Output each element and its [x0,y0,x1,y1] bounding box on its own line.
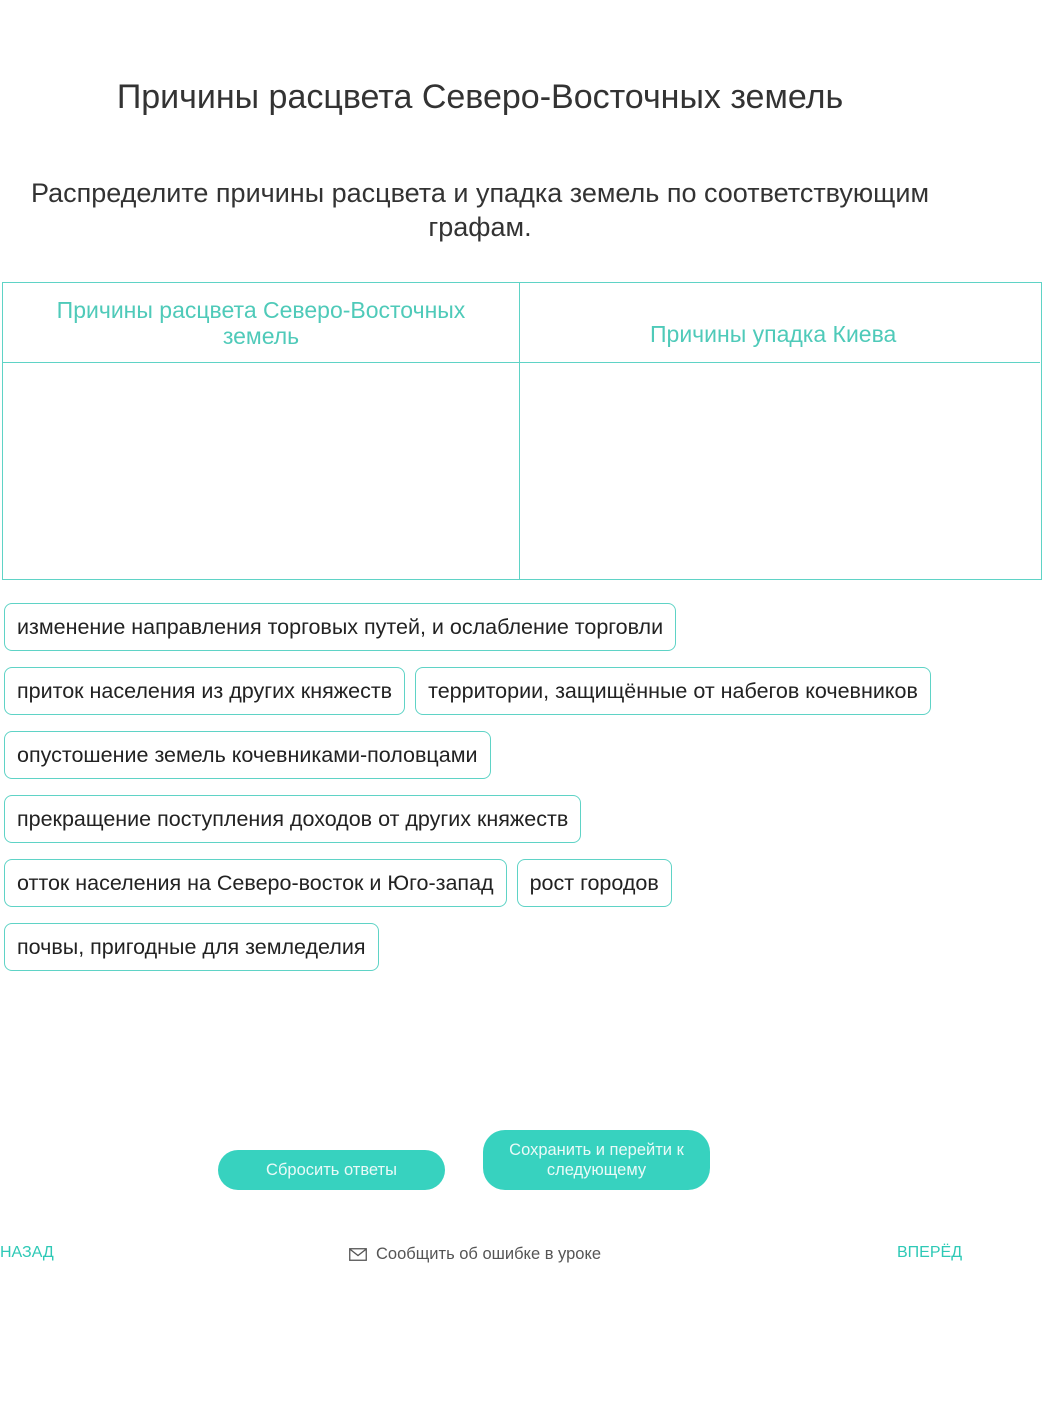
drop-zone-decline[interactable] [520,363,1040,579]
save-button-line-2: следующему [546,1161,647,1179]
answer-chip[interactable]: опустошение земель кочевниками-половцами [4,731,491,779]
answer-chip[interactable]: территории, защищённые от набегов кочевников [415,667,931,715]
answer-chip[interactable]: прекращение поступления доходов от других княжеств [4,795,581,843]
answer-chip[interactable]: рост городов [517,859,672,907]
answer-chip[interactable]: почвы, пригодные для земледелия [4,923,379,971]
instruction-line-1: Распределите причины расцвета и упадка земель по соответствующим [30,178,930,208]
column-flourishing [3,283,520,579]
task-instruction [0,176,960,244]
save-and-next-button[interactable] [483,1130,710,1190]
sorting-table [2,282,1042,580]
save-button-line-1: Сохранить и перейти к [509,1141,684,1159]
instruction-line-2: графам. [428,212,532,242]
forward-link[interactable]: ВПЕРЁД [897,1244,963,1261]
column-header-flourishing [3,283,519,363]
answer-chip[interactable]: изменение направления торговых путей, и ослабление торговли [4,603,676,651]
column-header-flourishing-line-2: земель [222,322,300,349]
answer-chip[interactable]: отток населения на Северо-восток и Юго-запад [4,859,507,907]
column-header-decline: Причины упадка Киева [520,283,1040,363]
answer-chip-pool [4,603,1004,987]
answer-chip[interactable]: приток населения из других княжеств [4,667,405,715]
drop-zone-flourishing[interactable] [3,363,519,579]
reset-answers-button[interactable]: Сбросить ответы [218,1150,445,1190]
column-header-flourishing-line-1: Причины расцвета Северо-Восточных [56,296,466,323]
report-error-label: Сообщить об ошибке в уроке [376,1245,602,1263]
page-title: Причины расцвета Северо-Восточных земель [116,78,844,116]
report-error-link[interactable] [349,1245,601,1264]
back-link[interactable]: НАЗАД [0,1244,54,1261]
column-decline [520,283,1040,579]
envelope-icon [349,1248,367,1261]
